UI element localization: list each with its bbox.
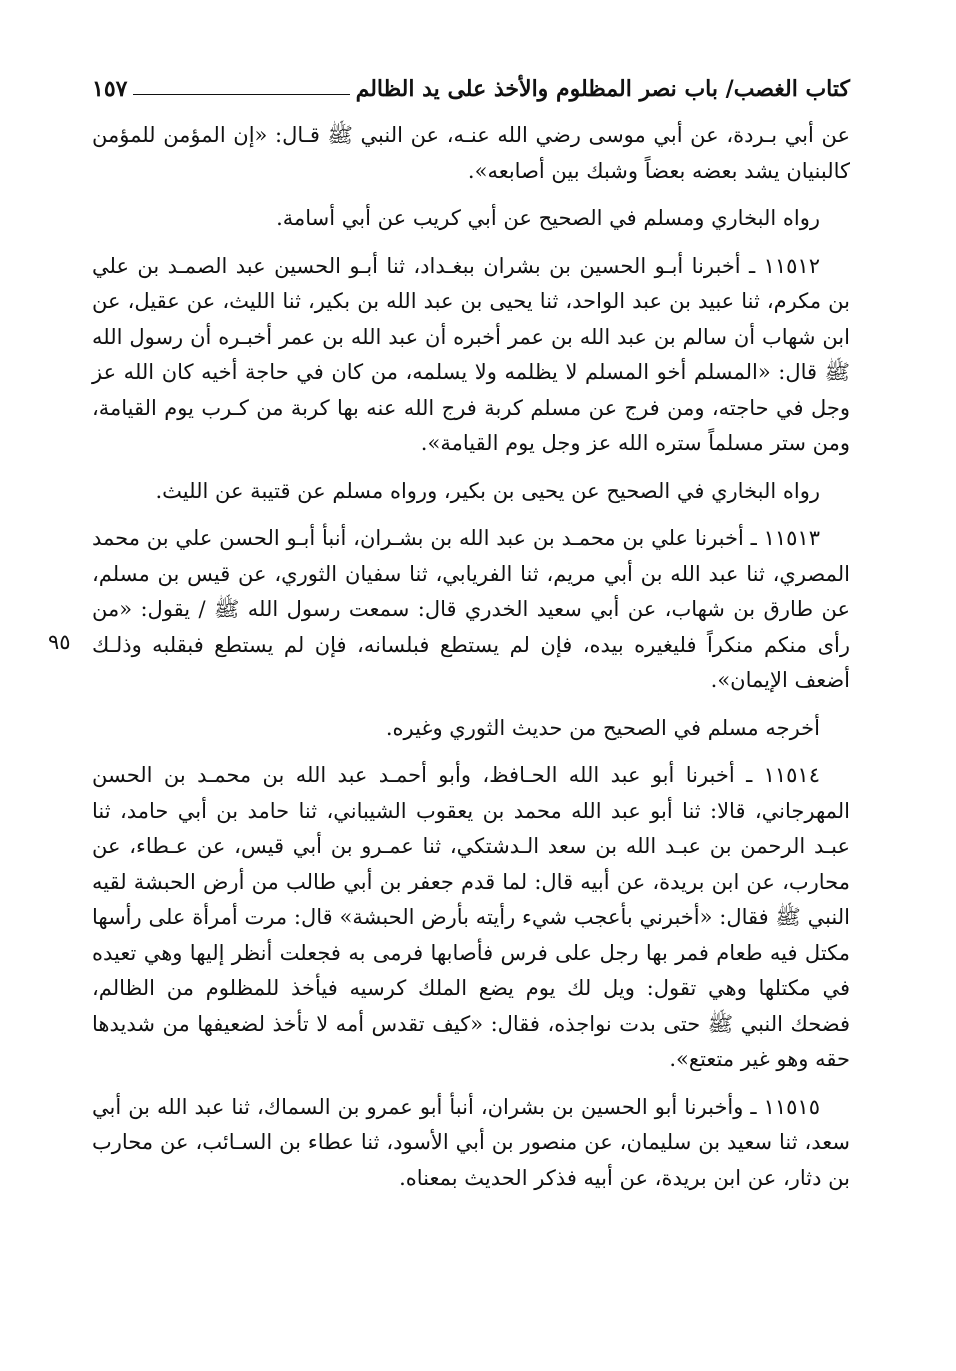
paragraph-hadith-11512: ١١٥١٢ ـ أخبرنا أبـو الحسين بن بشران ببغـداد، ثنا أبـو الحسين عبد الصمـد بن علي بن مكرم، ثنا عبيد بن عبد الواحد، ثنا يحيى بن عبد الله بن بكير، ثنا الليث، عن عقيل، عن ابن شهاب أن سالم بن عبد الله بن عمر أخبره أن عبد الله بن عمر أخبـره أن رسول الله ﷺ قال: «المسلم أخو المسلم لا يظلمه ولا يسلمه، من كان في حاجة أخيه كان الله عز وجل في حاجته، ومن فرج عن مسلم كربة فرج الله عنه بها كربة من كـرب يوم القيامة، ومن ستر مسلماً ستره الله عز وجل يوم القيامة». — [92, 253, 850, 455]
page-number: ١٥٧ — [92, 76, 128, 102]
running-header — [92, 60, 850, 100]
paragraph-hadith-11514: ١١٥١٤ ـ أخبرنا أبو عبد الله الحـافظ، وأبو أحمـد عبد الله بن محمـد بن الحسن المهرجاني، قالا: ثنا أبو عبد الله محمد بن يعقوب الشيباني، ثنا حامد بن أبي حامد، ثنا عبـد الرحمن بن عبـد الله بن سعد الـدشتكي، ثنا عمـرو بن أبي قيس، عن عـطاء، عن محارب، عن ابن بريدة، عن أبيه قال: لما قدم جعفر بن أبي طالب من أرض الحبشة لقيه النبي ﷺ فقال: «أخبرني بأعجب شيء رأيته بأرض الحبشة» قال: مرت أمرأة على رأسها مكتل فيه طعام فمر بها رجل على فرس فأصابها فرمى به فجعلت أنظر إليها وهي تعيده في مكتلها وهي تقول: ويل لك يوم يضع الملك كرسيه فيأخذ للمظلوم من الظالم، فضحك النبي ﷺ حتى بدت نواجذه، فقال: «كيف تقدس أمه لا تأخذ لضعيفها من شديدها حقه وهو غير متعتع». — [92, 763, 850, 1071]
manuscript-folio-marker: ٩٥ — [48, 630, 71, 654]
paragraph-hadith-11513: ١١٥١٣ ـ أخبرنا علي بن محمـد بن عبد الله بن بشـران، أنبأ أبـو الحسن علي بن محمد المصري، ثنا عبد الله بن أبي مريم، ثنا الفريابي، ثنا سفيان الثوري، عن قيس بن مسلم، عن طارق بن شهاب، عن أبي سعيد الخدري قال: سمعت رسول الله ﷺ / يقول: «من رأى منكم منكراً فليغيره بيده، فإن لم يستطع فبلسانه، فإن لم يستطع فبقلبه وذلـك أضعف الإيمان». — [92, 526, 850, 692]
paragraph-attribution: أخرجه مسلم في الصحيح من حديث الثوري وغيره. — [385, 715, 820, 740]
paragraph-attribution: رواه البخاري ومسلم في الصحيح عن أبي كريب عن أبي أسامة. — [276, 206, 820, 230]
paragraph-attribution: رواه البخاري في الصحيح عن يحيى بن بكير، ورواه مسلم عن قتيبة عن الليث. — [155, 478, 820, 503]
page-body — [92, 118, 850, 1208]
chapter-title: كتاب الغصب/ باب نصر المظلوم والأخذ على يد الظالم — [355, 76, 850, 102]
header-rule — [133, 94, 349, 95]
paragraph-hadith-11515: ١١٥١٥ ـ وأخبرنا أبو الحسين بن بشران، أنبأ أبو عمرو بن السماك، ثنا عبد الله بن أبي سعد، ثنا سعيد بن سليمان، عن منصور بن أبي الأسود، ثنا عطاء بن السـائب، عن محارب بن دثار، عن ابن بريدة، عن أبيه فذكر الحديث بمعناه. — [92, 1094, 850, 1190]
paragraph-hadith-continuation: عن أبي بـردة، عن أبي موسى رضي الله عنـه، عن النبي ﷺ قـال: «إن المؤمن للمؤمن كالبنيان يشد بعضه بعضاً وشبك بين أصابعه». — [92, 123, 850, 183]
